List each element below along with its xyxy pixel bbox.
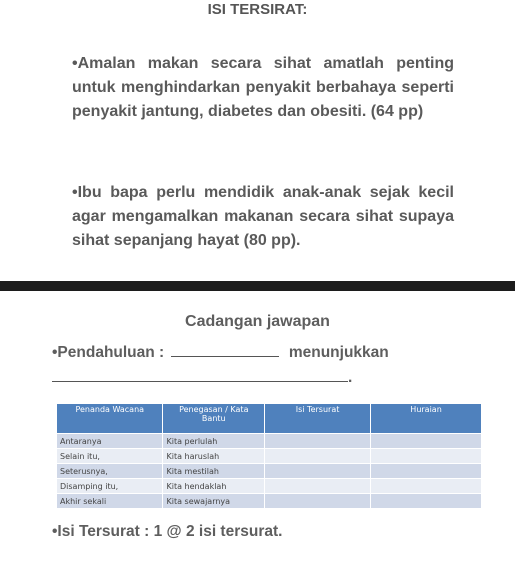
table-row [57, 494, 482, 509]
table-cell [371, 434, 482, 449]
header-huraian: Huraian [371, 404, 482, 434]
table-cell [265, 464, 371, 479]
table-row [57, 464, 482, 479]
table-cell: Seterusnya, [57, 464, 163, 479]
table-header-row [57, 404, 482, 434]
table-row [57, 479, 482, 494]
table-cell [371, 449, 482, 464]
table-cell: Antaranya [57, 434, 163, 449]
intro-mid: menunjukkan [288, 344, 389, 361]
footer-note: •Isi Tersurat : 1 @ 2 isi tersurat. [52, 523, 283, 540]
intro-label: •Pendahuluan : [52, 344, 165, 361]
intro-line [52, 342, 389, 362]
table-cell: Selain itu, [57, 449, 163, 464]
table-cell: Kita sewajarnya [163, 494, 265, 509]
intro-blank-1 [171, 342, 279, 357]
table-cell [265, 479, 371, 494]
answer-title: Cadangan jawapan [185, 313, 330, 330]
table-cell [265, 434, 371, 449]
header-isi-tersurat: Isi Tersurat [265, 404, 371, 434]
table-cell [265, 494, 371, 509]
table-cell [265, 449, 371, 464]
slide-divider [0, 281, 515, 291]
table-cell: Disamping itu, [57, 479, 163, 494]
answer-table [56, 403, 482, 509]
point-2: •Ibu bapa perlu mendidik anak-anak sejak kecil agar mengamalkan makanan secara sihat supaya sihat sepanjang hayat (80 pp). [72, 184, 454, 249]
table-row [57, 449, 482, 464]
table-cell: Kita hendaklah [163, 479, 265, 494]
header-penanda-wacana: Penanda Wacana [57, 404, 163, 434]
slide-title: ISI TERSIRAT: [207, 1, 308, 18]
table-cell [371, 494, 482, 509]
table-cell: Kita mestilah [163, 464, 265, 479]
intro-line-2 [52, 367, 352, 387]
header-penegasan: Penegasan / Kata Bantu [163, 404, 265, 434]
intro-end: . [348, 369, 353, 386]
point-1: •Amalan makan secara sihat amatlah penting untuk menghindarkan penyakit berbahaya seperti penyakit jantung, diabetes dan obesiti. (64 pp) [72, 55, 454, 120]
table-cell: Kita perlulah [163, 434, 265, 449]
intro-blank-2 [52, 367, 348, 382]
table-cell [371, 464, 482, 479]
table-row [57, 434, 482, 449]
table-cell: Kita haruslah [163, 449, 265, 464]
table-cell [371, 479, 482, 494]
table-cell: Akhir sekali [57, 494, 163, 509]
